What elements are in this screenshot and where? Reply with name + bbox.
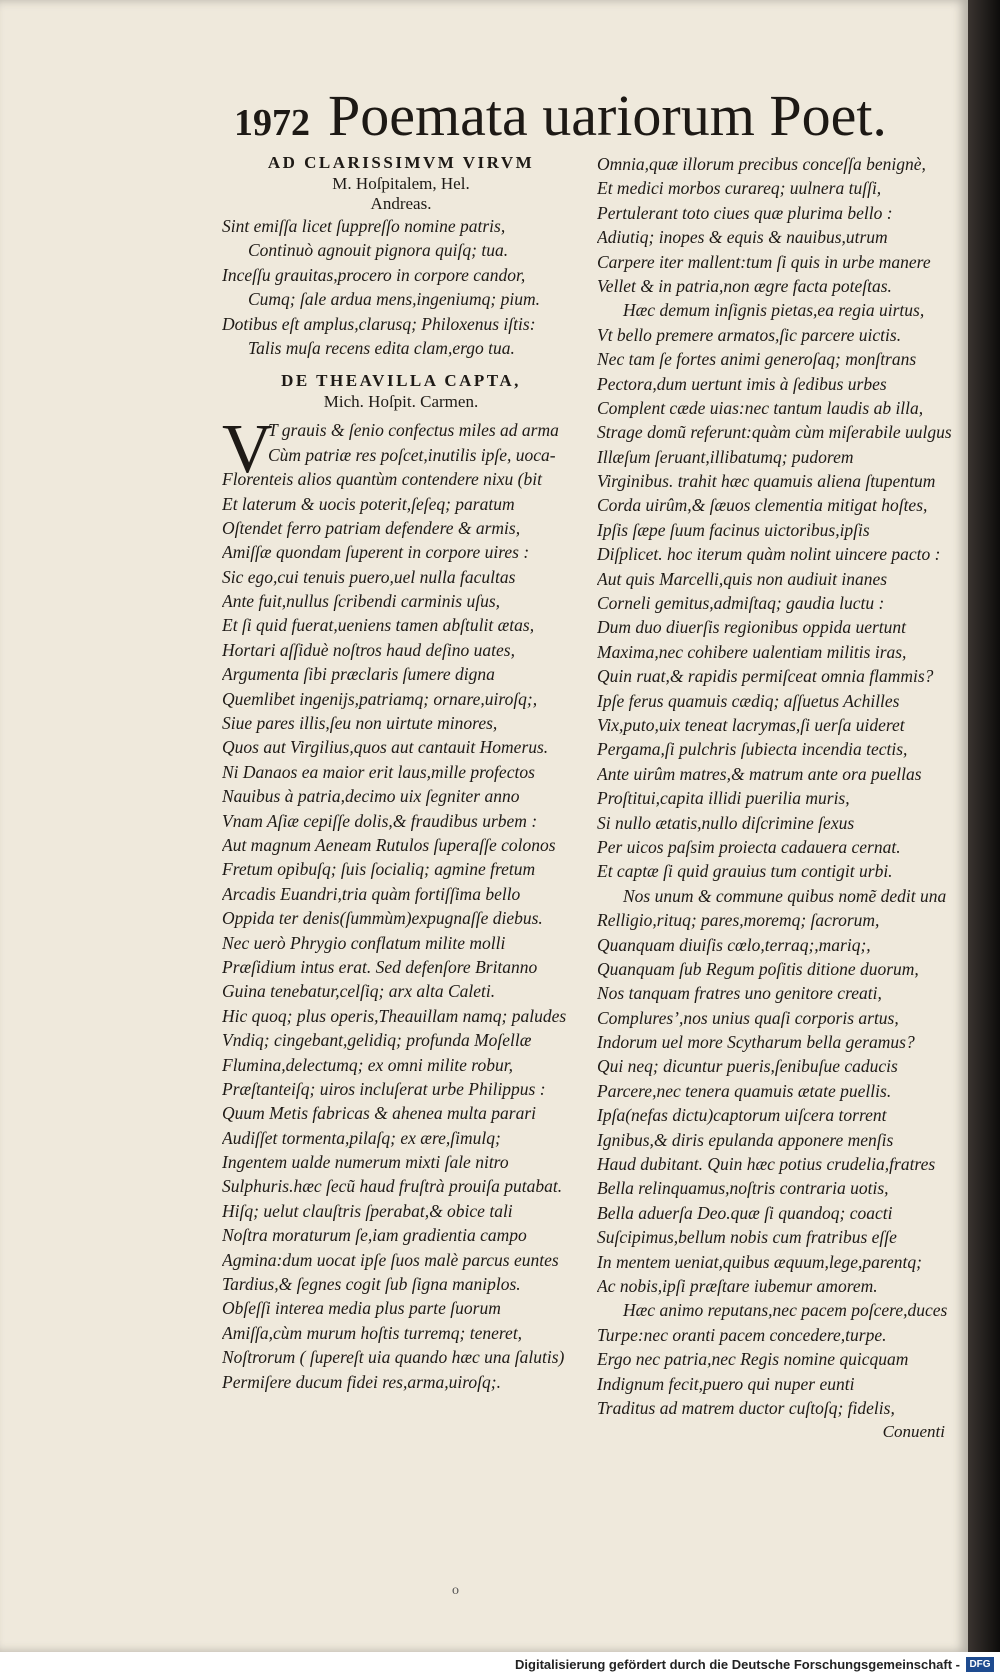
poem1-subheading-1: M. Hoſpitalem, Hel. bbox=[332, 174, 470, 193]
poem-line: Adiutiq; inopes & equis & nauibus,utrum bbox=[597, 227, 888, 248]
poem-line: Proſtitui,capita illidi puerilia muris, bbox=[597, 788, 850, 809]
poem-line: Vt bello premere armatos,ſic parcere uictis. bbox=[597, 324, 902, 345]
poem-line: Florenteis alios quantùm contendere nixu (bit bbox=[222, 469, 542, 490]
poem-line: Bella relinquamus,noſtris contraria uotis, bbox=[597, 1178, 889, 1199]
poem-line: Pergama,ſi pulchris ſubiecta incendia tectis, bbox=[597, 739, 908, 760]
poem-line: T grauis & ſenio confectus miles ad arma bbox=[268, 420, 559, 441]
poem-line: Pectora,dum uertunt imis à ſedibus urbes bbox=[597, 373, 887, 394]
footer-bar bbox=[0, 1652, 1000, 1678]
poem-line: Oſtendet ferro patriam defendere & armis, bbox=[222, 517, 521, 538]
poem-line: Nauibus à patria,decimo uix ſegniter anno bbox=[222, 786, 520, 807]
poem-line: Complent cæde uias:nec tantum laudis ab illa, bbox=[597, 397, 924, 418]
poem-line: Ergo nec patria,nec Regis nomine quicquam bbox=[597, 1349, 909, 1370]
poem-line: Relligio,rituq; pares,moremq; ſacrorum, bbox=[597, 910, 880, 931]
poem-line: Et laterum & uocis poterit,ſeſeq; paratum bbox=[222, 493, 515, 514]
poem-line: Carpere iter mallent:tum ſi quis in urbe manere bbox=[597, 251, 931, 272]
poem-line: Tardius,& ſegnes cogit ſub ſigna maniplos. bbox=[222, 1274, 521, 1295]
poem1-lines bbox=[222, 214, 580, 360]
poem-line: Ipſe ferus quamuis cædiq; aſſuetus Achilles bbox=[597, 690, 900, 711]
poem-line: Continuò agnouit pignora quiſq; tua. bbox=[248, 240, 509, 261]
poem-line: Indignum fecit,puero qui nuper eunti bbox=[597, 1373, 855, 1394]
poem-line: Præſidium intus erat. Sed defenſore Britanno bbox=[222, 956, 538, 977]
poem-line: Sic ego,cui tenuis puero,uel nulla facultas bbox=[222, 566, 516, 587]
poem-line: Diſplicet. hoc iterum quàm nolint uincere pacto : bbox=[597, 544, 941, 565]
poem-line: Cùm patriæ res poſcet,inutilis ipſe, uoca- bbox=[268, 444, 556, 465]
poem-line: Hæc demum inſignis pietas,ea regia uirtus, bbox=[623, 300, 925, 321]
poem-line: Ac nobis,ipſi præſtare iubemur amorem. bbox=[597, 1275, 878, 1296]
poem-line: Nos unum & commune quibus nomẽ dedit una bbox=[623, 885, 947, 906]
poem-line: Noſtra moraturum ſe,iam gradientia campo bbox=[222, 1225, 527, 1246]
poem-line: Et ſi quid fuerat,ueniens tamen abſtulit ætas, bbox=[222, 615, 535, 636]
poem-line: Compluresʼ,nos unius quaſi corporis artus, bbox=[597, 1007, 899, 1028]
poem-line: Indorum uel more Scytharum bella geramus? bbox=[597, 1032, 915, 1053]
poem-line: Suſcipimus,bellum nobis cum fratribus eſſe bbox=[597, 1227, 897, 1248]
poem-line: Arcadis Euandri,tria quàm fortiſſima bello bbox=[222, 883, 521, 904]
drop-capital: V bbox=[222, 411, 273, 489]
poem-line: Audiſſet tormenta,pilaſq; ex ære,ſimulq; bbox=[222, 1127, 501, 1148]
poem-line: Virginibus. trahit hæc quamuis aliena ſtupentum bbox=[597, 471, 936, 492]
poem-line: Amiſſa,cùm murum hoſtis turremq; teneret, bbox=[222, 1322, 523, 1343]
poem-line: Ante uirûm matres,& matrum ante ora puellas bbox=[597, 763, 922, 784]
poem-line: Dum duo diuerſis regionibus oppida uertunt bbox=[597, 617, 907, 638]
poem-line: Et medici morbos curareq; uulnera tuſſi, bbox=[597, 178, 882, 199]
poem1-heading: AD CLARISSIMVM VIRVM bbox=[267, 153, 535, 172]
poem-line: Cumq; ſale ardua mens,ingeniumq; pium. bbox=[248, 289, 540, 310]
poem-line: Ipſa(nefas dictu)captorum uiſcera torrent bbox=[597, 1105, 887, 1126]
poem-line: Si nullo ætatis,nullo diſcrimine ſexus bbox=[597, 812, 855, 833]
right-lines bbox=[597, 152, 965, 1420]
dfg-logo: DFG bbox=[966, 1657, 994, 1672]
poem-line: Corneli gemitus,admiſtaq; gaudia luctu : bbox=[597, 593, 885, 614]
poem-line: Ignibus,& diris epulanda apponere menſis bbox=[597, 1129, 894, 1150]
poem-line: Dotibus eſt amplus,clarusq; Philoxenus iſtis: bbox=[222, 313, 536, 334]
poem-line: Turpe:nec oranti pacem concedere,turpe. bbox=[597, 1324, 887, 1345]
poem-line: Omnia,quæ illorum precibus conceſſa benignè, bbox=[597, 154, 926, 174]
poem-line: Hortari aſſiduè noſtros haud deſino uates, bbox=[222, 639, 515, 660]
poem-line: Quum Metis fabricas & ahenea multa parari bbox=[222, 1103, 537, 1124]
poem-line: Nos tanquam fratres uno genitore creati, bbox=[597, 983, 882, 1004]
poem-line: Talis muſa recens edita clam,ergo tua. bbox=[248, 337, 515, 358]
poem-line: Permiſere ducum fidei res,arma,uiroſq;. bbox=[222, 1371, 501, 1392]
poem-line: Haud dubitant. Quin hæc potius crudelia,fratres bbox=[597, 1154, 936, 1175]
poem-line: Noſtrorum ( ſupereſt uia quando hæc una ſalutis) bbox=[222, 1347, 565, 1368]
poem-line: Maxima,nec cohibere ualentiam militis iras, bbox=[597, 641, 907, 662]
poem-line: Vix,puto,uix teneat lacrymas,ſi uerſa uideret bbox=[597, 714, 905, 735]
poem-line: Fretum opibuſq; ſuis ſocialiq; agmine fretum bbox=[222, 859, 536, 880]
left-column bbox=[222, 152, 580, 1394]
poem-line: Agmina:dum uocat ipſe ſuos malè parcus euntes bbox=[222, 1249, 559, 1270]
poem-line: In mentem ueniat,quibus æquum,lege,parentq; bbox=[597, 1251, 922, 1272]
poem-line: Præſtanteiſq; uiros incluſerat urbe Philippus : bbox=[222, 1078, 546, 1099]
poem-line: Guina tenebatur,celſiq; arx alta Caleti. bbox=[222, 981, 496, 1002]
poem-line: Vellet & in patria,non ægre facta poteſtas. bbox=[597, 275, 892, 296]
poem2-subheading: Mich. Hoſpit. Carmen. bbox=[323, 392, 479, 412]
poem-line: Strage domũ referunt:quàm cùm miſerabile uulgus bbox=[597, 422, 952, 443]
catchword: Conuenti bbox=[882, 1422, 945, 1442]
poem-line: Ipſis ſæpe ſuum facinus uictoribus,ipſis bbox=[597, 519, 870, 540]
poem-line: Per uicos paſsim proiecta cadauera cernat. bbox=[597, 836, 901, 857]
footer-credit: Digitalisierung gefördert durch die Deutsche Forschungsgemeinschaft - bbox=[515, 1657, 960, 1672]
poem-line: Corda uirûm,& ſæuos clementia mitigat hoſtes, bbox=[597, 495, 928, 516]
poem-line: Inceſſu grauitas,procero in corpore candor, bbox=[222, 264, 526, 285]
poem-line: Hiſq; uelut clauſtris ſperabat,& obice tali bbox=[222, 1200, 513, 1221]
poem-line: Vndiq; cingebant,gelidiq; profunda Moſellæ bbox=[222, 1030, 532, 1051]
poem-line: Hic quoq; plus operis,Theauillam namq; paludes bbox=[222, 1005, 567, 1026]
poem-line: Qui neq; dicuntur pueris,ſenibuſue caducis bbox=[597, 1056, 898, 1077]
poem-line: Parcere,nec tenera quamuis ætate puellis. bbox=[597, 1080, 892, 1101]
poem-line: Obſeſſi interea media plus parte ſuorum bbox=[222, 1298, 501, 1319]
poem1-subheading-2: Andreas. bbox=[370, 194, 432, 213]
poem-line: Ingentem ualde numerum mixti ſale nitro bbox=[222, 1152, 509, 1173]
running-title: Poemata uariorum Poet. bbox=[328, 83, 887, 148]
poem-line: Pertulerant toto ciues quæ plurima bello : bbox=[597, 202, 893, 223]
bottom-mark: o bbox=[452, 1583, 459, 1598]
poem-line: Aut magnum Aeneam Rutulos ſuperaſſe colonos bbox=[222, 834, 556, 855]
poem2-lines bbox=[222, 467, 580, 1394]
poem-line: Ni Danaos ea maior erit laus,mille profectos bbox=[222, 761, 535, 782]
poem-line: Traditus ad matrem ductor cuſtoſq; fidelis, bbox=[597, 1397, 895, 1418]
poem-line: Bella aduerſa Deo.quæ ſi quandoq; coacti bbox=[597, 1202, 893, 1223]
poem-line: Sulphuris.hæc ſecũ haud fruſtrà prouiſa putabat. bbox=[222, 1176, 563, 1197]
poem-line: Aut quis Marcelli,quis non audiuit inanes bbox=[597, 568, 888, 589]
poem-line: Illæſum ſeruant,illibatumq; pudorem bbox=[597, 446, 854, 467]
poem-line: Quemlibet ingenijs,patriamq; ornare,uiroſq;, bbox=[222, 688, 538, 709]
poem-line: Ante fuit,nullus ſcribendi carminis uſus, bbox=[222, 591, 501, 612]
page-number: 1972 bbox=[234, 102, 310, 144]
poem-line: Oppida ter denis(ſummùm)expugnaſſe diebus. bbox=[222, 908, 543, 929]
poem-line: Flumina,delectumq; ex omni milite robur, bbox=[222, 1054, 513, 1075]
poem-line: Argumenta ſibi præclaris ſumere digna bbox=[222, 664, 495, 685]
poem-line: Nec tam ſe fortes animi generoſaq; monſtrans bbox=[597, 349, 917, 370]
poem-line: Nec uerò Phrygio conflatum milite molli bbox=[222, 932, 506, 953]
poem-line: Quos aut Virgilius,quos aut cantauit Homerus. bbox=[222, 737, 549, 758]
poem-line: Hæc animo reputans,nec pacem poſcere,duces bbox=[623, 1300, 948, 1321]
right-column bbox=[597, 152, 965, 1445]
poem-line: Sint emiſſa licet ſuppreſſo nomine patris, bbox=[222, 216, 506, 236]
poem-line: Siue pares illis,ſeu non uirtute minores, bbox=[222, 713, 498, 734]
poem2-heading: DE THEAVILLA CAPTA, bbox=[281, 371, 521, 391]
book-spine bbox=[968, 0, 1000, 1652]
poem-line: Amiſſæ quondam ſuperent in corpore uires : bbox=[222, 542, 530, 563]
poem-line: Vnam Aſiæ cepiſſe dolis,& fraudibus urbem : bbox=[222, 810, 538, 831]
poem-line: Quin ruat,& rapidis permiſceat omnia flammis? bbox=[597, 666, 934, 687]
poem-line: Et captæ ſi quid grauius tum contigit urbi. bbox=[597, 861, 893, 882]
page-header bbox=[234, 82, 887, 149]
poem-line: Quanquam diuiſis cœlo,terraq;,mariq;, bbox=[597, 934, 871, 955]
poem-line: Quanquam ſub Regum poſitis ditione duorum, bbox=[597, 958, 919, 979]
